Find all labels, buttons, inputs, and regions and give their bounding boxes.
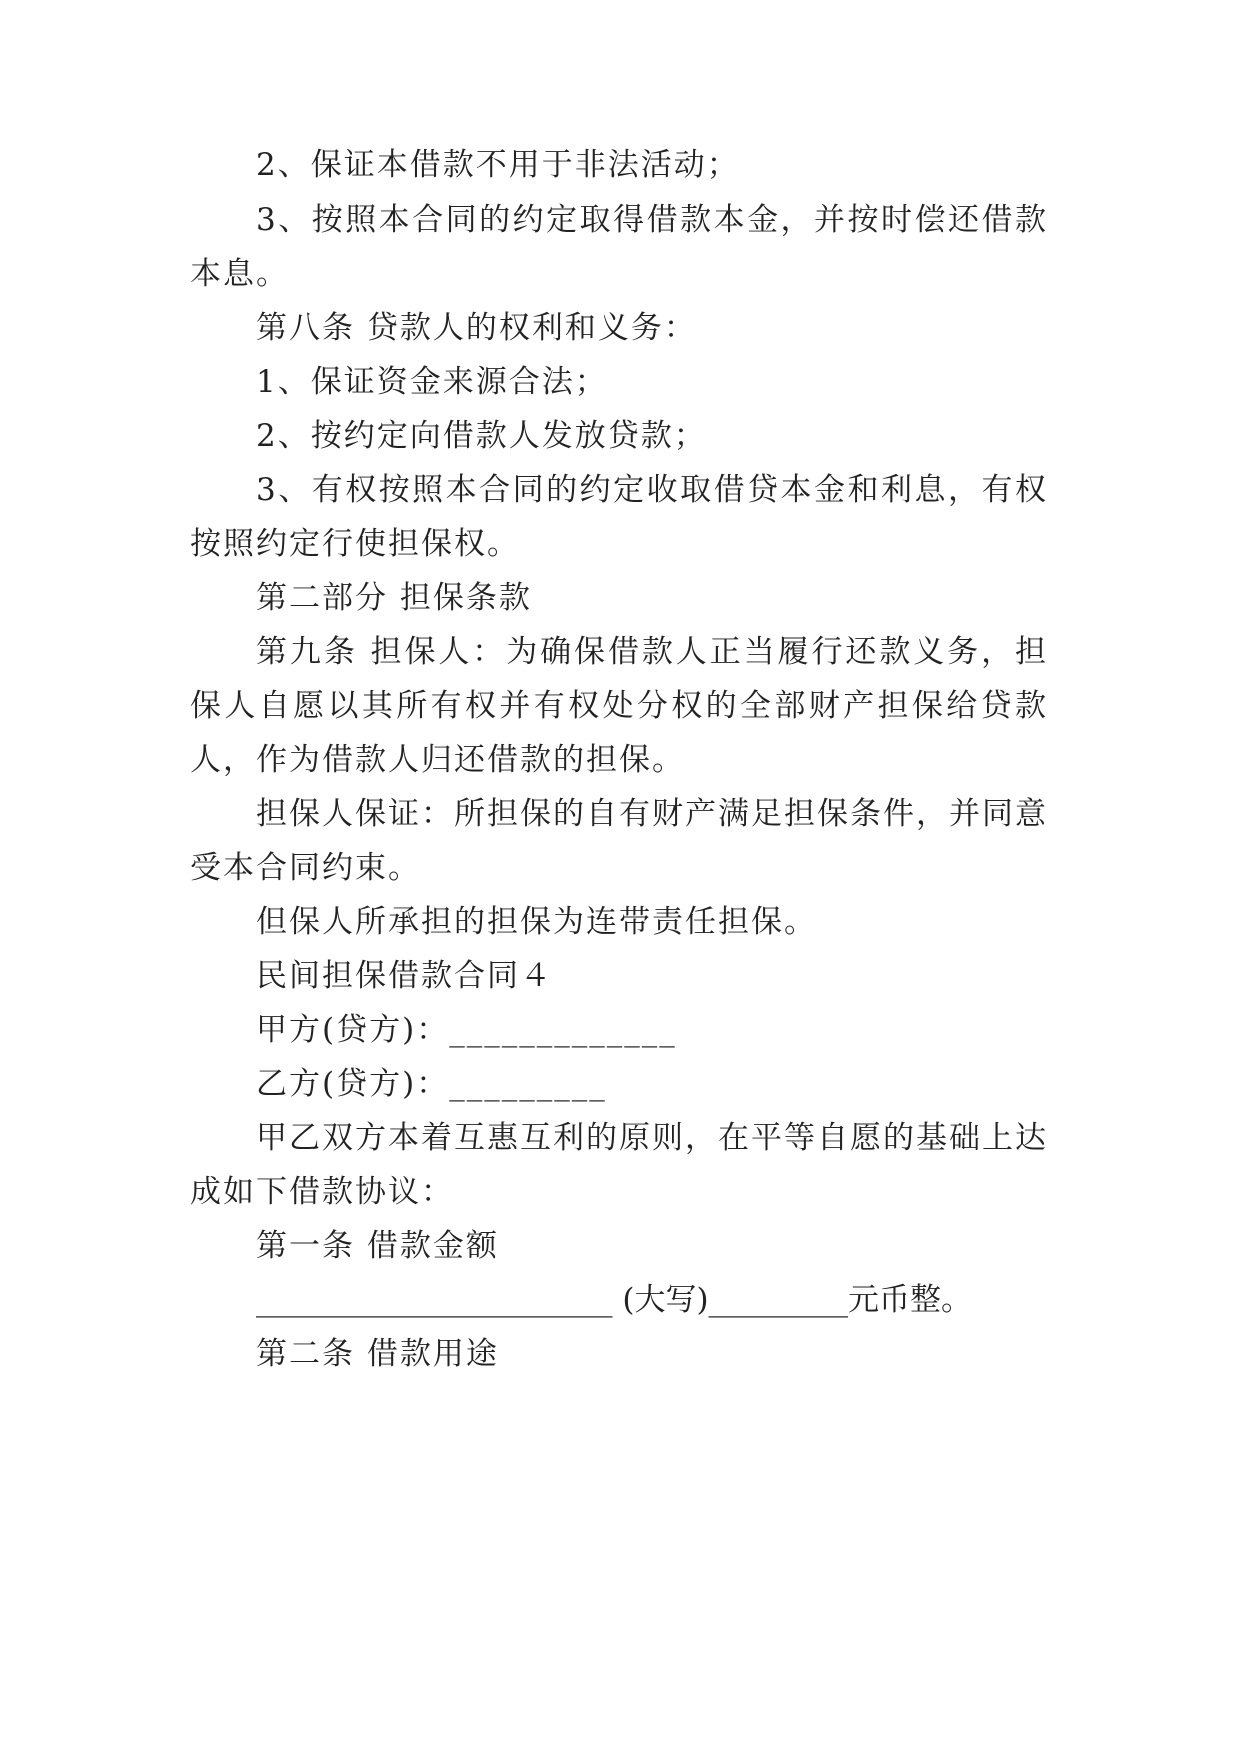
party-a-line: 甲方(贷方)：_____________	[256, 1012, 677, 1048]
clause-line-3: 本息。	[190, 256, 289, 292]
section-heading-part-2: 第二部分 担保条款	[256, 580, 532, 616]
clause-line-5: 2、按约定向借款人发放贷款；	[256, 418, 707, 454]
clause-line-1: 2、保证本借款不用于非法活动；	[256, 147, 740, 183]
clause-line-11: 受本合同约束。	[190, 850, 421, 886]
clause-line-4: 1、保证资金来源合法；	[256, 364, 608, 400]
clause-line-8: 保人自愿以其所有权并有权处分权的全部财产担保给贷款	[190, 688, 1046, 724]
contract-title-4: 民间担保借款合同４	[256, 958, 553, 994]
party-b-line: 乙方(贷方)：_________	[256, 1066, 607, 1102]
clause-line-7: 按照约定行使担保权。	[190, 526, 520, 562]
clause-line-14: 成如下借款协议：	[190, 1174, 454, 1210]
amount-line: _______________________ (大写)_________元币整。	[256, 1282, 973, 1318]
section-heading-article-1: 第一条 借款金额	[256, 1228, 499, 1264]
clause-line-10: 担保人保证：所担保的自有财产满足担保条件，并同意	[256, 796, 1046, 832]
clause-line-13: 甲乙双方本着互惠互利的原则，在平等自愿的基础上达	[256, 1120, 1046, 1156]
section-heading-article-8: 第八条 贷款人的权利和义务：	[256, 310, 697, 346]
section-heading-article-9: 第九条 担保人：为确保借款人正当履行还款义务，担	[256, 634, 1046, 670]
clause-line-12: 但保人所承担的担保为连带责任担保。	[256, 904, 817, 940]
clause-line-6: 3、有权按照本合同的约定收取借贷本金和利息，有权	[256, 472, 1046, 508]
section-heading-article-2: 第二条 借款用途	[256, 1336, 499, 1372]
clause-line-2: 3、按照本合同的约定取得借款本金，并按时偿还借款	[256, 202, 1046, 238]
clause-line-9: 人，作为借款人归还借款的担保。	[190, 742, 685, 778]
